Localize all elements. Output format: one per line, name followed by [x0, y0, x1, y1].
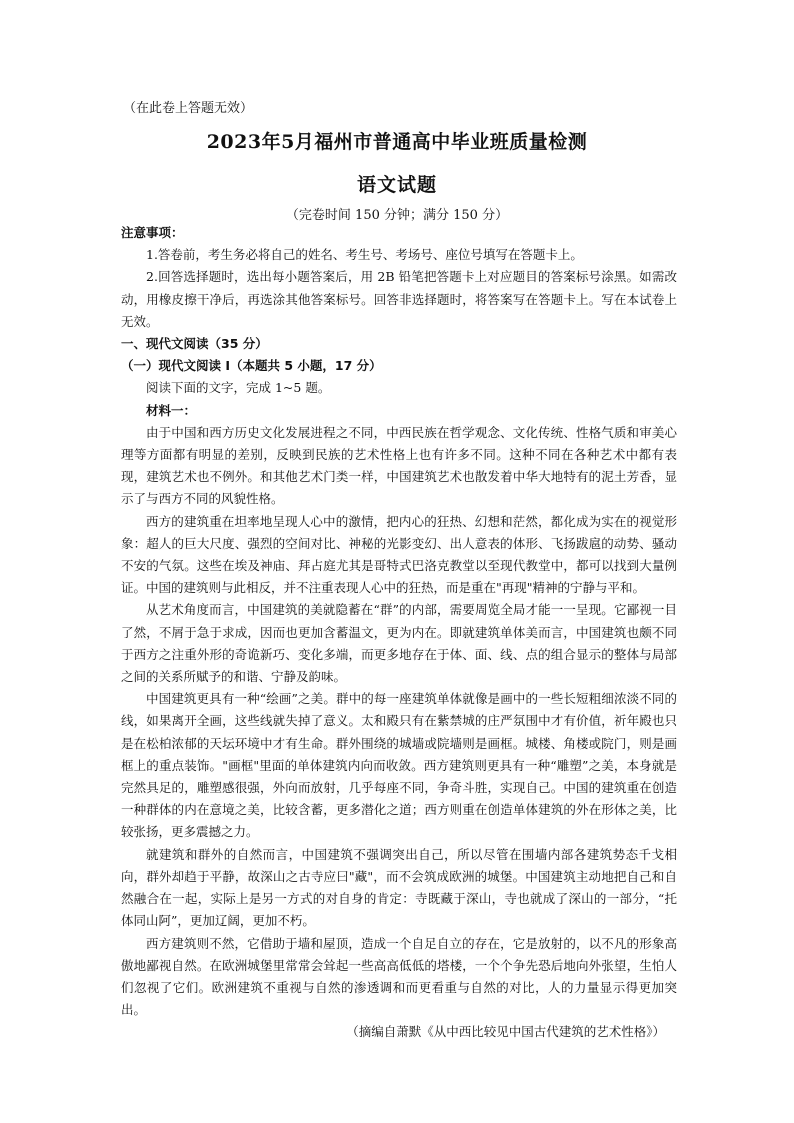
passage-paragraph-3: 从艺术角度而言，中国建筑的美就隐蓄在“群”的内部，需要周览全局才能一一呈现。它鄙视一目了然，不屑于急于求成，因而也更加含蓄温文，更为内在。即就建筑单体美而言，中国建筑也颇不同于西方之注重外形的奇诡新巧、变化多端，而更多地存在于体、面、线、点的组合显示的整体与局部之间的关系所赋予的和谐、宁静及韵味。: [121, 602, 677, 685]
sub-section-heading: （一）现代文阅读 I（本题共 5 小题，17 分）: [121, 358, 382, 374]
passage-paragraph-1: 由于中国和西方历史文化发展进程之不同，中西民族在哲学观念、文化传统、性格气质和审美心理等方面都有明显的差别，反映到民族的艺术性格上也有许多不同。这种不同在各种艺术中都有表现，建筑艺术也不例外。和其他艺术门类一样，中国建筑艺术也散发着中华大地特有的泥土芳香，显示了与西方不同的风貌性格。: [121, 424, 677, 507]
invalid-answer-note: （在此卷上答题无效）: [123, 101, 254, 116]
reading-instruction: 阅读下面的文字，完成 1~5 题。: [146, 380, 331, 396]
passage-paragraph-6: 西方建筑则不然，它借助于墙和屋顶，造成一个自足自立的存在，它是放射的，以不凡的形象高傲地鄙视自然。在欧洲城堡里常常会耸起一些高高低低的塔楼，一个个争先恐后地向外张望，生怕人们忽视了它们。欧洲建筑不重视与自然的渗透调和而更看重与自然的对比，人的力量显示得更加突出。: [121, 935, 677, 1018]
notice-item-1: 1.答卷前，考生务必将自己的姓名、考生号、考场号、座位号填写在答题卡上。: [146, 247, 583, 263]
passage-paragraph-4: 中国建筑更具有一种“绘画”之美。群中的每一座建筑单体就像是画中的一些长短粗细浓淡不同的线，如果离开全画，这些线就失掉了意义。太和殿只有在紫禁城的庄严氛围中才有价值，祈年殿也只是在松柏浓郁的天坛环境中才有生命。群外围绕的城墙或院墙则是画框。城楼、角楼或院门，则是画框上的重点装饰。"画框"里面的单体建筑内向而收敛。西方建筑则更具有一种“雕塑”之美，本身就是完然具足的，雕塑感很强，外向而放射，几乎每座不同，争奇斗胜，实现自己。中国的建筑重在创造一种群体的内在意境之美，比较含蓄，更多潜化之道；西方则重在创造单体建筑的外在形体之美，比较张扬，更多震撼之力。: [121, 691, 677, 840]
time-score-note: （完卷时间 150 分钟；满分 150 分）: [285, 208, 509, 223]
notice-heading: 注意事项：: [121, 225, 184, 240]
passage-paragraph-2: 西方的建筑重在坦率地呈现人心中的激情，把内心的狂热、幻想和茫然，都化成为实在的视觉形象：超人的巨大尺度、强烈的空间对比、神秘的光影变幻、出人意表的体形、飞扬跋扈的动势、骚动不安的气氛。这些在埃及神庙、拜占庭尤其是哥特式巴洛克教堂以至现代教堂中，都可以找到大量例证。中国的建筑则与此相反，并不注重表现人心中的狂热，而是重在"再现"精神的宁静与平和。: [121, 513, 677, 596]
exam-title: 2023年5月福州市普通高中毕业班质量检测: [206, 131, 588, 153]
material-label: 材料一：: [146, 402, 197, 418]
passage-paragraph-5: 就建筑和群外的自然而言，中国建筑不强调突出自己，所以尽管在围墙内部各建筑势态千戈相向，群外却趋于平静，故深山之古寺应曰"藏"，而不会筑成欧洲的城堡。中国建筑主动地把自己和自然融合在一起，实际上是另一方式的对自身的肯定：寺既藏于深山，寺也就成了深山的一部分，“托体同山阿”，更加辽阔，更加不朽。: [121, 846, 677, 929]
passage-source: （摘编自萧默《从中西比较见中国古代建筑的艺术性格》）: [346, 1024, 665, 1040]
section-heading: 一、现代文阅读（35 分）: [121, 336, 268, 352]
exam-content: [121, 222, 677, 1044]
subject-title: 语文试题: [356, 174, 437, 196]
notice-item-2: 2.回答选择题时，选出每小题答案后，用 2B 铅笔把答题卡上对应题目的答案标号涂黑。如需改动，用橡皮擦干净后，再选涂其他答案标号。回答非选择题时，将答案写在答题卡上。写在本试卷上无效。: [121, 269, 677, 329]
